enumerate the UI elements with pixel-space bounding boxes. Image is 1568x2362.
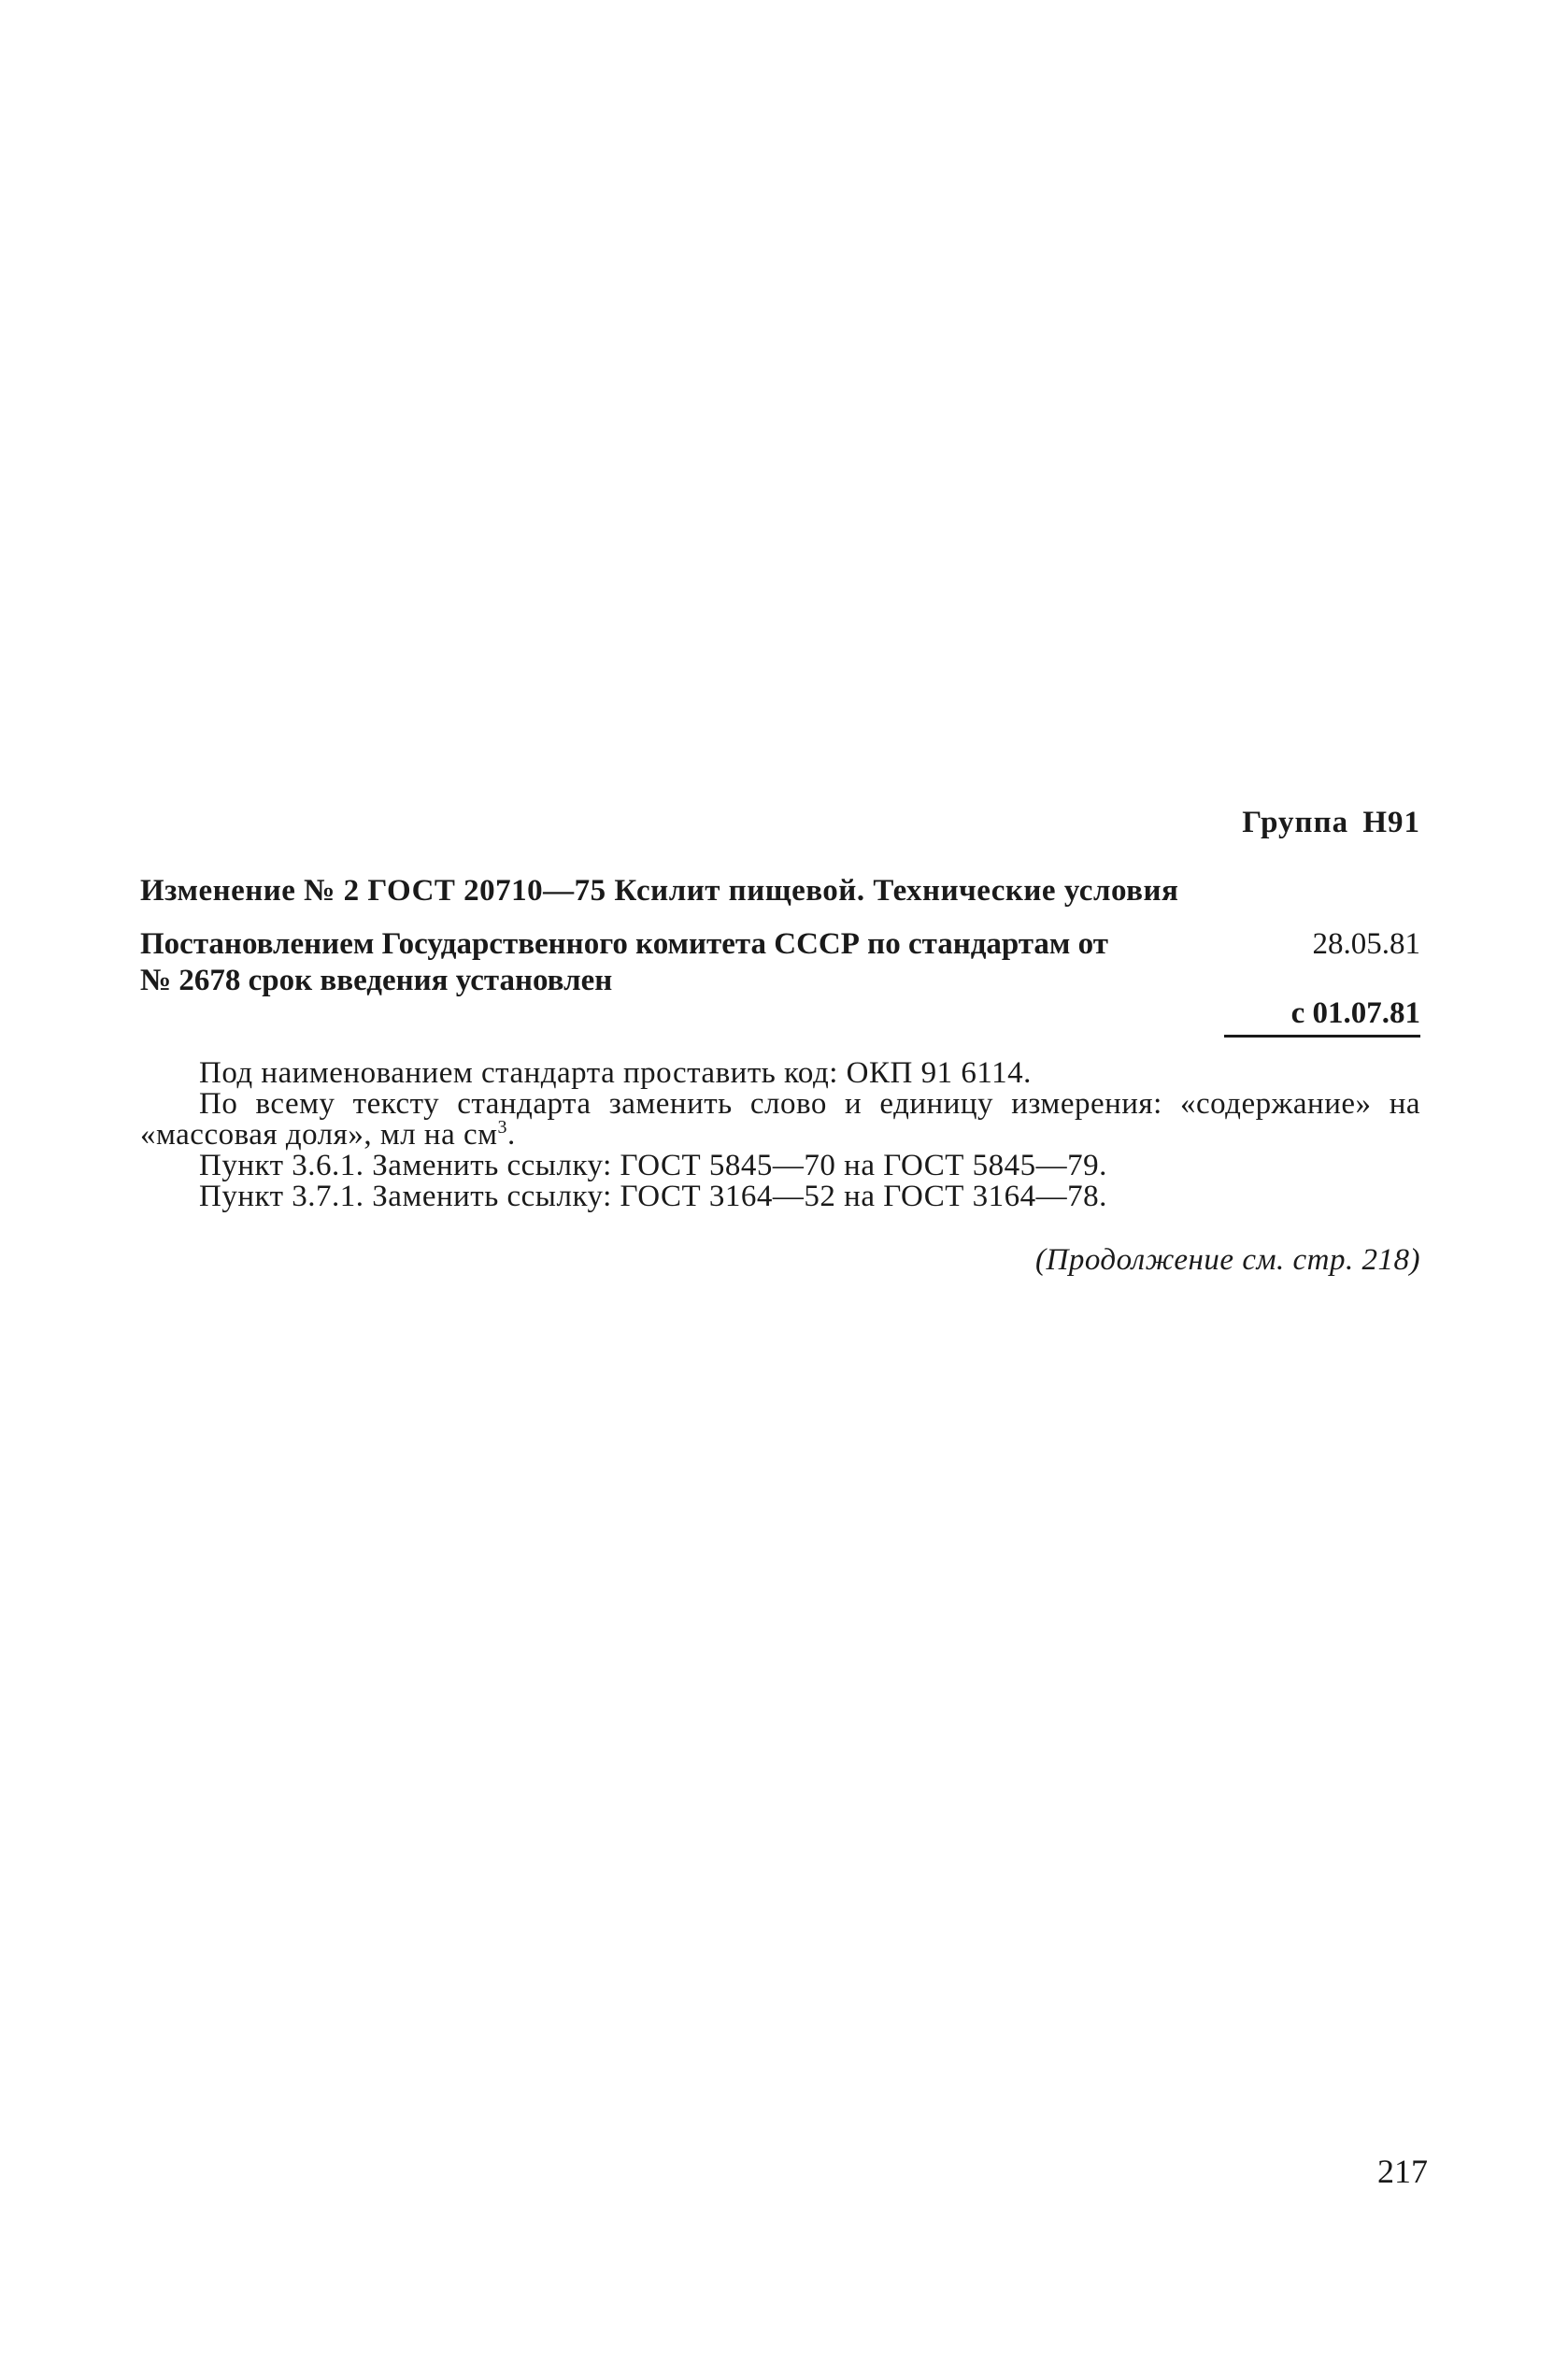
decree-block: [140, 926, 1420, 999]
body-paragraph-4: Пункт 3.7.1. Заменить ссылку: ГОСТ 3164—52 на ГОСТ 3164—78.: [199, 1180, 1107, 1213]
decree-date: 28.05.81: [1312, 927, 1420, 961]
body-paragraph-3: Пункт 3.6.1. Заменить ссылку: ГОСТ 5845—70 на ГОСТ 5845—79.: [199, 1149, 1107, 1182]
group-code: Группа Н91: [1242, 806, 1420, 839]
amendment-body: [140, 1058, 1420, 1212]
decree-line-2: № 2678 срок введения установлен: [140, 964, 613, 997]
superscript-3: 3: [497, 1117, 508, 1138]
continuation-note: (Продолжение см. стр. 218): [1035, 1243, 1420, 1277]
decree-line-1: [140, 926, 1420, 963]
body-paragraph-1: Под наименованием стандарта проставить код: ОКП 91 6114.: [199, 1056, 1032, 1090]
decree-text: Постановлением Государственного комитета СССР по стандартам от: [140, 927, 1108, 961]
body-paragraph-2-text: По всему тексту стандарта заменить слово и единицу измерения: «содержание» на «массовая доля», мл на см: [140, 1087, 1420, 1152]
page-number: 217: [1377, 2153, 1428, 2190]
body-paragraph-2-end: .: [507, 1118, 516, 1152]
amendment-title: Изменение № 2 ГОСТ 20710—75 Ксилит пищевой. Технические условия: [140, 874, 1179, 908]
effective-date: с 01.07.81: [1224, 996, 1420, 1038]
body-paragraph-2: [140, 1089, 1420, 1151]
